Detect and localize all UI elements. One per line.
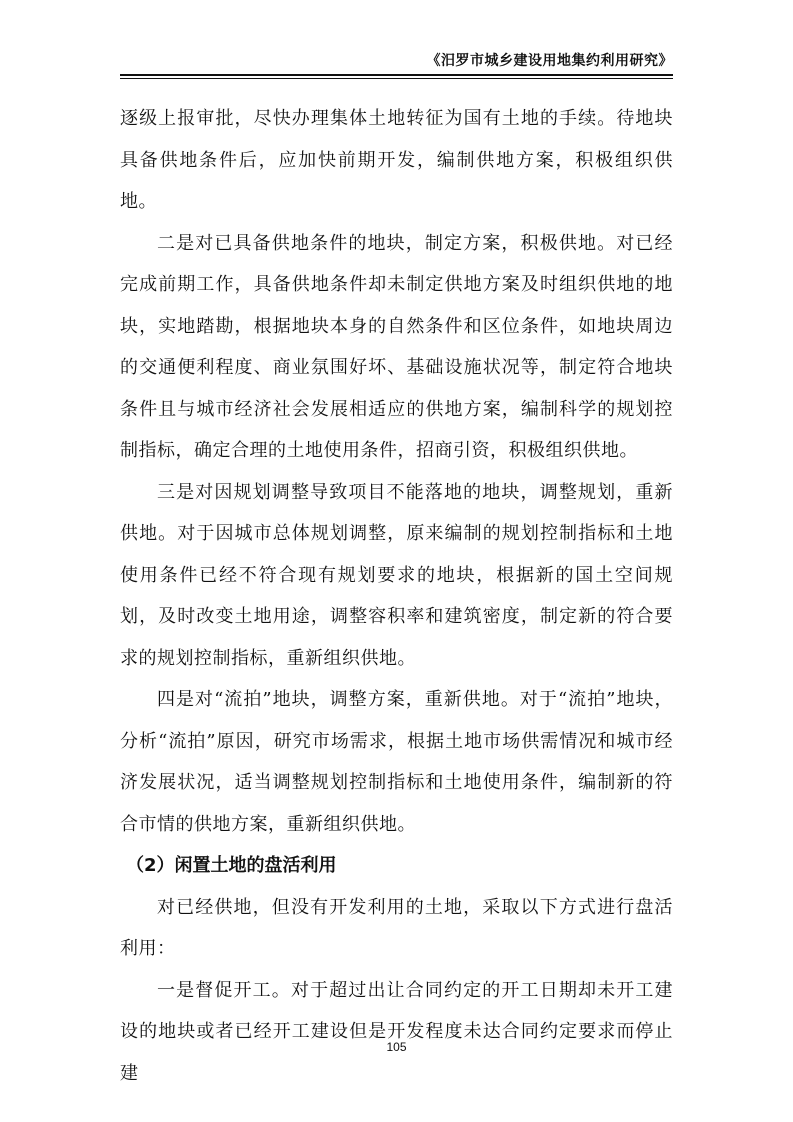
paragraph-first-method: 一是督促开工。对于超过出让合同约定的开工日期却未开工建设的地块或者已经开工建设但是开发程度未达合同约定要求而停止建 — [120, 979, 673, 1084]
paragraph-second-measure: 二是对已具备供地条件的地块，制定方案，积极供地。对已经完成前期工作，具备供地条件却未制定供地方案及时组织供地的地块，实地踏勘，根据地块本身的自然条件和区位条件，如地块周边的交通便利程度、商业氛围好坏、基础设施状况等，制定符合地块条件且与城市经济社会发展相适应的供地方案，编制科学的规划控制指标，确定合理的土地使用条件，招商引资，积极组织供地。 — [120, 232, 673, 461]
running-header: 《汨罗市城乡建设用地集约利用研究》 — [426, 53, 673, 69]
section-heading: （2）闲置土地的盘活利用 — [126, 855, 337, 876]
paragraph-idle-land-intro: 对已经供地，但没有开发利用的土地，采取以下方式进行盘活利用： — [120, 896, 673, 959]
body-text — [120, 98, 673, 1094]
page-number: 105 — [386, 1040, 407, 1054]
paragraph-fourth-measure: 四是对“流拍”地块，调整方案，重新供地。对于“流拍”地块，分析“流拍”原因，研究市场需求，根据土地市场供需情况和城市经济发展状况，适当调整规划控制指标和土地使用条件，编制新的符合市情的供地方案，重新组织供地。 — [120, 689, 673, 835]
paragraph-third-measure: 三是对因规划调整导致项目不能落地的地块，调整规划，重新供地。对于因城市总体规划调整，原来编制的规划控制指标和土地使用条件已经不符合现有规划要求的地块，根据新的国土空间规划，及时改变土地用途，调整容积率和建筑密度，制定新的符合要求的规划控制指标，重新组织供地。 — [120, 481, 673, 669]
header-rule-thick — [120, 74, 673, 76]
header-rule-thin — [120, 78, 673, 79]
paragraph-continuation: 逐级上报审批，尽快办理集体土地转征为国有土地的手续。待地块具备供地条件后，应加快前期开发，编制供地方案，积极组织供地。 — [120, 108, 673, 212]
